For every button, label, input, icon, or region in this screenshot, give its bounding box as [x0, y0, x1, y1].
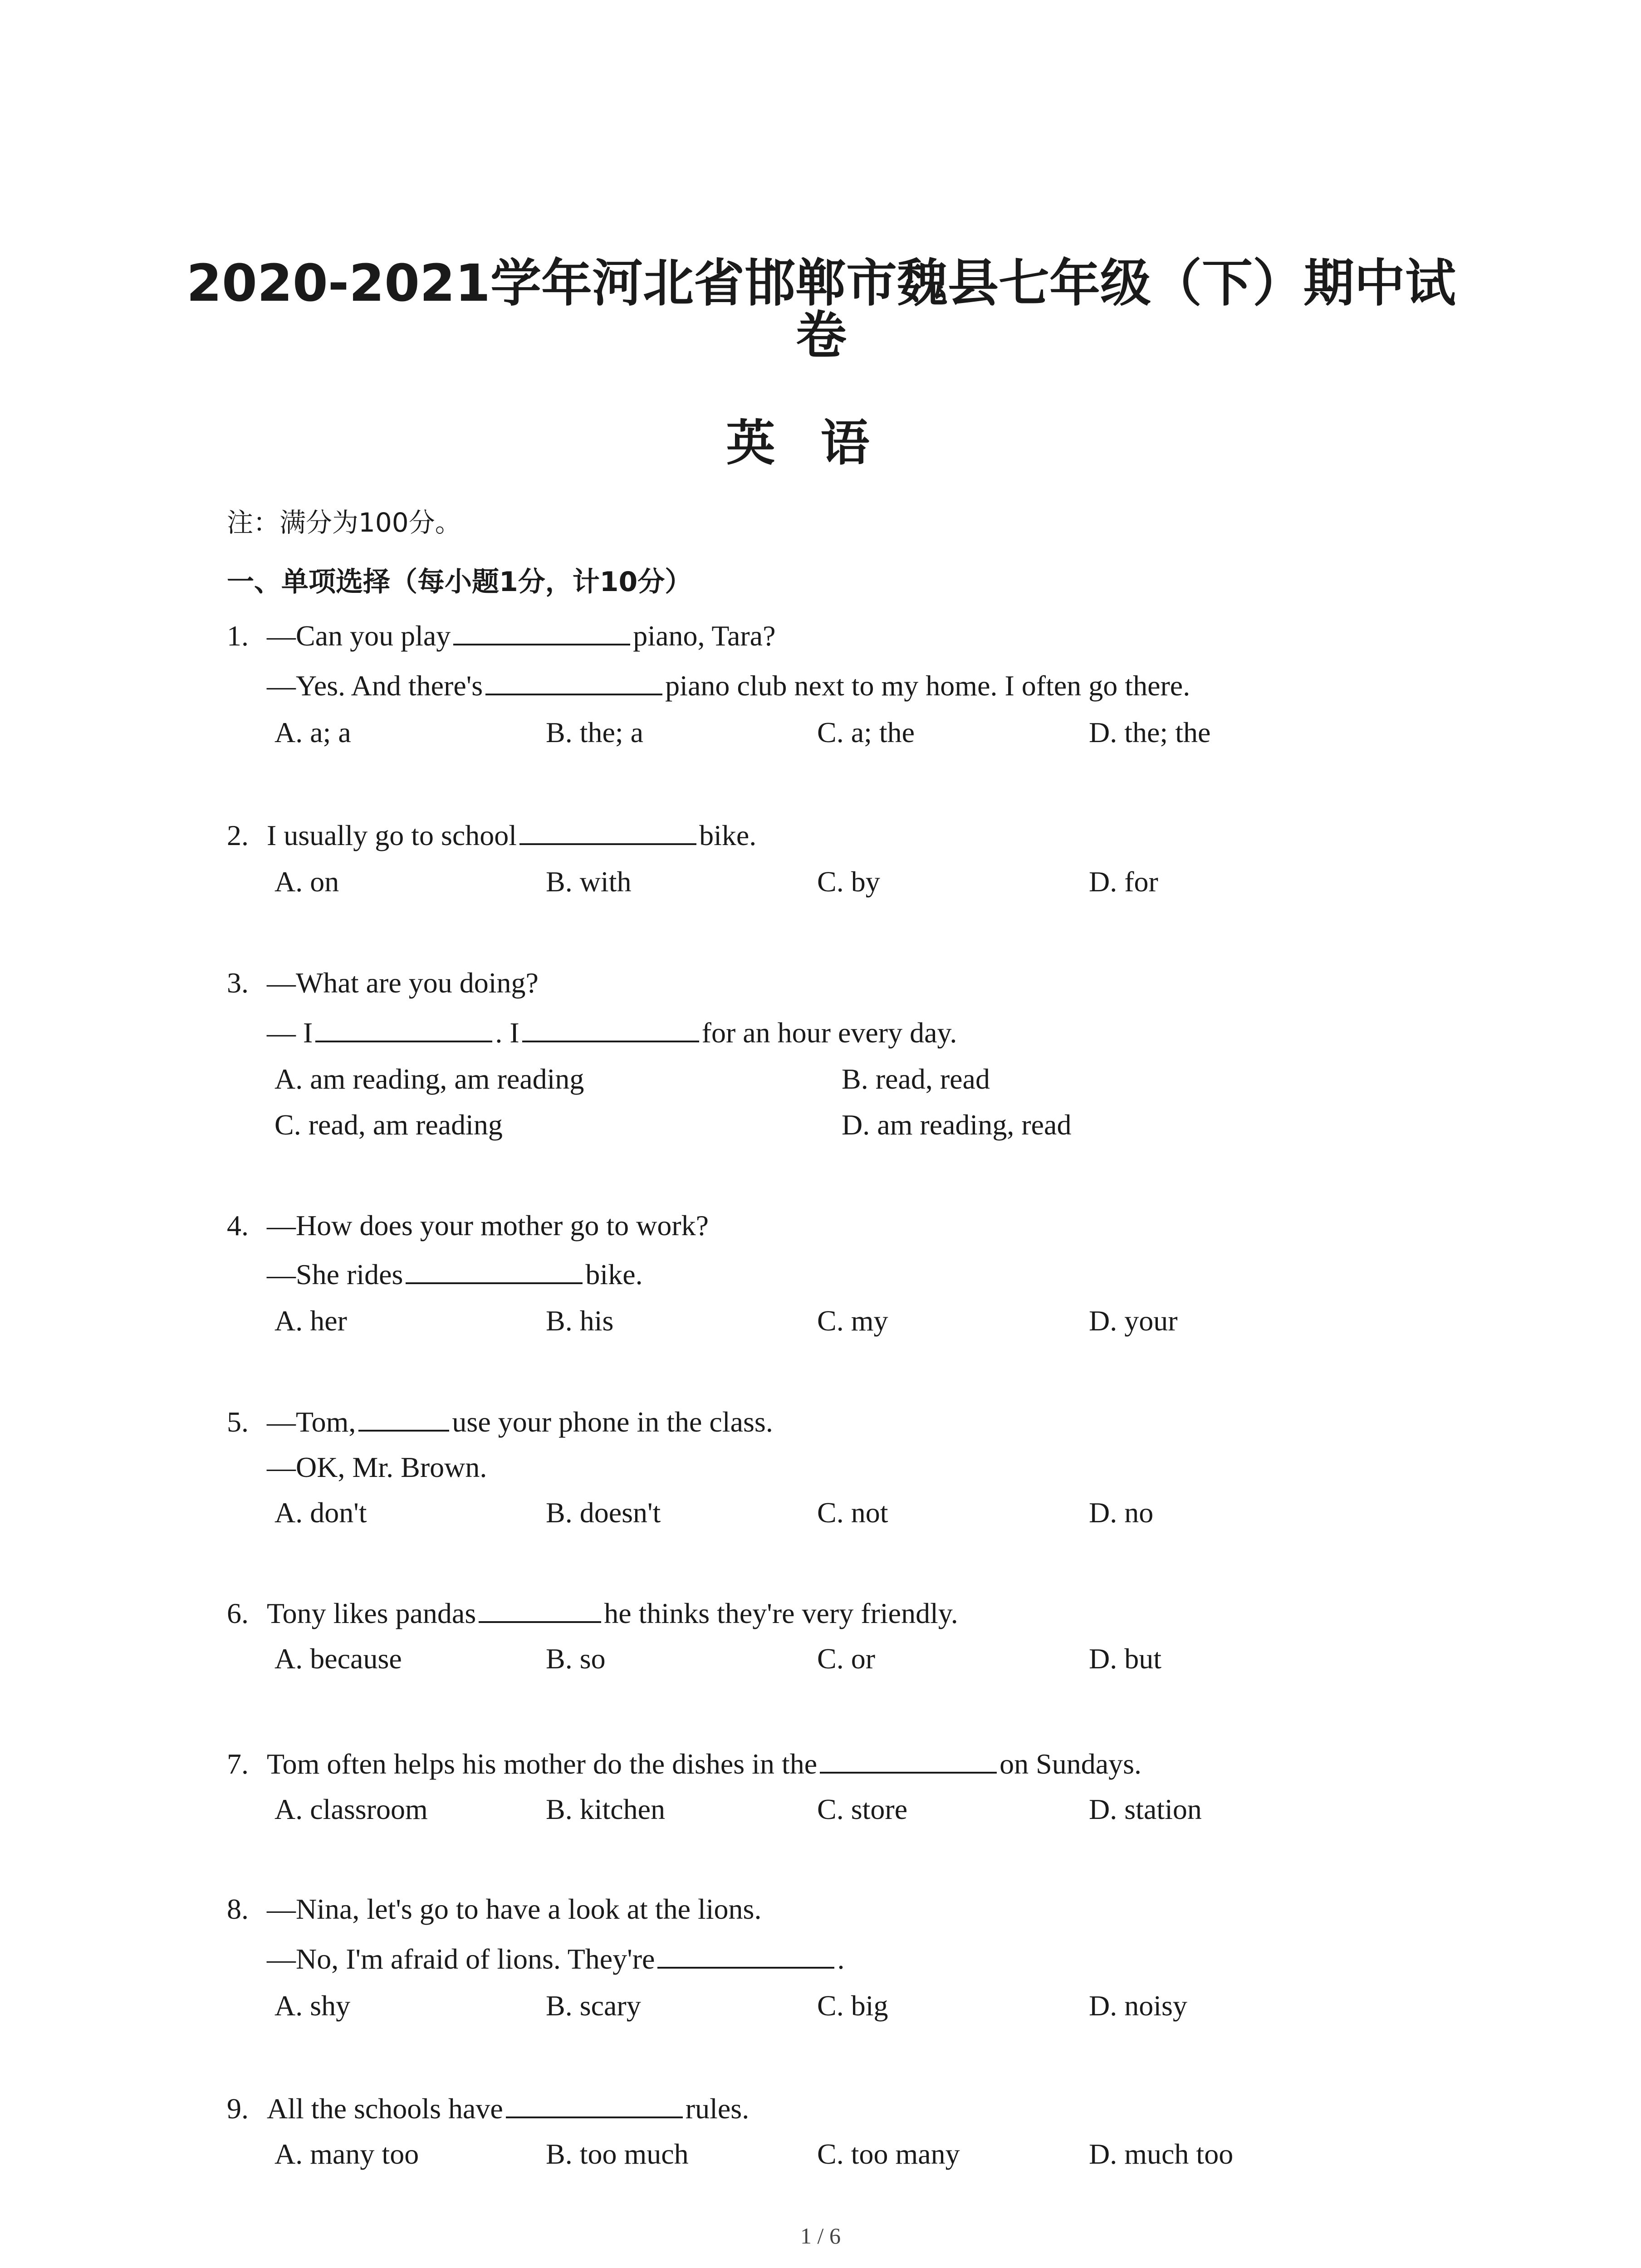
question-number: 7. [227, 1748, 249, 1780]
option-d[interactable]: D. but [1089, 1642, 1161, 1675]
option-b[interactable]: B. with [546, 865, 632, 898]
question-stem [267, 1597, 958, 1630]
option-b[interactable]: B. his [546, 1305, 614, 1337]
option-a[interactable]: A. on [274, 865, 339, 898]
answer-blank[interactable] [406, 1258, 583, 1284]
answer-blank[interactable] [485, 669, 662, 695]
stem-text: Tony likes pandas [267, 1597, 476, 1629]
option-a[interactable]: A. because [274, 1642, 402, 1675]
option-d[interactable]: D. station [1089, 1793, 1202, 1825]
option-c[interactable]: C. or [817, 1642, 875, 1675]
option-b[interactable]: B. doesn't [546, 1496, 661, 1529]
question-response [267, 1258, 643, 1291]
option-c[interactable]: C. big [817, 1989, 888, 2022]
question-number: 5. [227, 1406, 249, 1438]
question-number: 9. [227, 2092, 249, 2125]
answer-blank[interactable] [315, 1016, 492, 1042]
option-c[interactable]: C. read, am reading [274, 1109, 503, 1141]
option-a[interactable]: A. don't [274, 1496, 367, 1529]
answer-blank[interactable] [820, 1747, 997, 1774]
question-number: 4. [227, 1209, 249, 1242]
option-d[interactable]: D. noisy [1089, 1989, 1187, 2022]
option-b[interactable]: B. read, read [842, 1063, 990, 1095]
stem-text: . [837, 1943, 845, 1975]
stem-text: — I [267, 1017, 313, 1049]
stem-text: —Yes. And there's [267, 670, 483, 702]
answer-blank[interactable] [479, 1597, 601, 1623]
page-number: 1 / 6 [800, 2223, 841, 2248]
question-response: —OK, Mr. Brown. [267, 1451, 487, 1483]
stem-text: . I [495, 1017, 519, 1049]
stem-text: —She rides [267, 1258, 403, 1290]
option-c[interactable]: C. by [817, 865, 880, 898]
answer-blank[interactable] [506, 2092, 683, 2118]
stem-text: rules. [685, 2092, 749, 2125]
option-c[interactable]: C. store [817, 1793, 908, 1825]
option-c[interactable]: C. a; the [817, 716, 915, 748]
question-stem: —What are you doing? [267, 967, 539, 999]
answer-blank[interactable] [657, 1942, 834, 1969]
stem-text: bike. [699, 819, 757, 851]
stem-text: on Sundays. [999, 1748, 1142, 1780]
stem-text: —No, I'm afraid of lions. They're [267, 1943, 655, 1975]
option-b[interactable]: B. too much [546, 2138, 689, 2170]
option-a[interactable]: A. many too [274, 2138, 419, 2170]
option-b[interactable]: B. scary [546, 1989, 641, 2022]
option-b[interactable]: B. the; a [546, 716, 644, 748]
stem-text: —Tom, [267, 1406, 356, 1438]
stem-text: Tom often helps his mother do the dishes in the [267, 1748, 818, 1780]
score-note: 注：满分为100分。 [227, 507, 461, 538]
option-c[interactable]: C. not [817, 1496, 888, 1529]
option-a[interactable]: A. a; a [274, 716, 351, 748]
answer-blank[interactable] [522, 1016, 699, 1042]
question-stem [267, 819, 756, 852]
exam-title-continued: 卷 [796, 306, 847, 365]
option-d[interactable]: D. your [1089, 1305, 1178, 1337]
answer-blank[interactable] [358, 1405, 449, 1432]
option-d[interactable]: D. the; the [1089, 716, 1211, 748]
option-a[interactable]: A. shy [274, 1989, 351, 2022]
stem-text: he thinks they're very friendly. [604, 1597, 958, 1629]
question-number: 2. [227, 819, 249, 851]
stem-text: All the schools have [267, 2092, 503, 2125]
option-a[interactable]: A. classroom [274, 1793, 428, 1825]
question-number: 1. [227, 620, 249, 652]
stem-text: use your phone in the class. [452, 1406, 773, 1438]
answer-blank[interactable] [519, 819, 696, 845]
option-b[interactable]: B. kitchen [546, 1793, 666, 1825]
question-response [267, 1942, 844, 1976]
question-stem: —How does your mother go to work? [267, 1209, 709, 1242]
question-number: 3. [227, 967, 249, 999]
option-b[interactable]: B. so [546, 1642, 606, 1675]
exam-title: 2020-2021学年河北省邯郸市魏县七年级（下）期中试 [186, 254, 1456, 313]
option-a[interactable]: A. her [274, 1305, 347, 1337]
option-d[interactable]: D. for [1089, 865, 1158, 898]
subject-heading: 英语 [726, 415, 915, 472]
option-d[interactable]: D. much too [1089, 2138, 1234, 2170]
stem-text: piano club next to my home. I often go there. [665, 670, 1190, 702]
question-number: 8. [227, 1893, 249, 1925]
question-stem [267, 1747, 1141, 1781]
question-stem [267, 619, 775, 653]
question-response [267, 1016, 957, 1050]
section-heading: 一、单项选择（每小题1分，计10分） [227, 566, 692, 598]
option-c[interactable]: C. my [817, 1305, 888, 1337]
option-c[interactable]: C. too many [817, 2138, 960, 2170]
stem-text: piano, Tara? [633, 620, 776, 652]
option-a[interactable]: A. am reading, am reading [274, 1063, 584, 1095]
question-stem [267, 2092, 749, 2126]
question-stem [267, 1405, 773, 1439]
option-d[interactable]: D. no [1089, 1496, 1154, 1529]
stem-text: —Can you play [267, 620, 451, 652]
stem-text: I usually go to school [267, 819, 517, 851]
stem-text: bike. [585, 1258, 643, 1290]
stem-text: for an hour every day. [701, 1017, 957, 1049]
question-stem: —Nina, let's go to have a look at the lions. [267, 1893, 762, 1925]
question-response [267, 669, 1190, 703]
question-number: 6. [227, 1597, 249, 1629]
answer-blank[interactable] [453, 619, 630, 645]
option-d[interactable]: D. am reading, read [842, 1109, 1072, 1141]
